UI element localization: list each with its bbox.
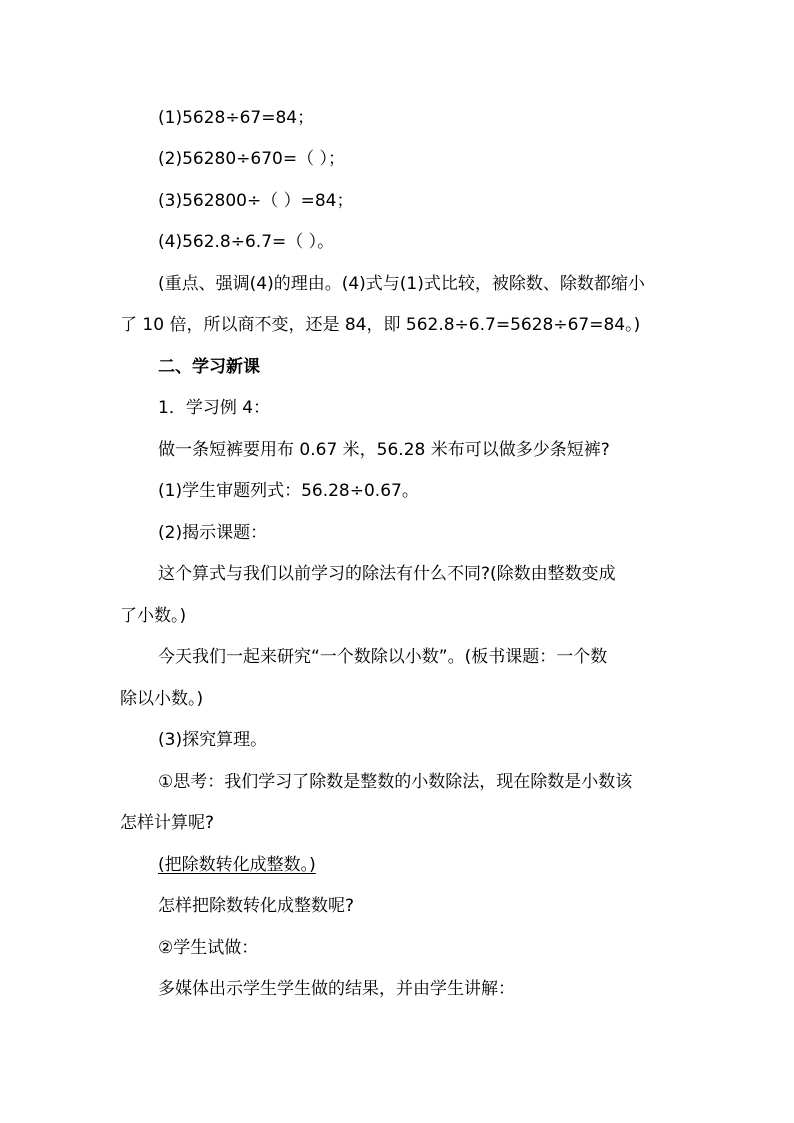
multimedia-line: 多媒体出示学生学生做的结果，并由学生讲解：	[158, 979, 515, 999]
problem-text: 做一条短裤要用布 0.67 米，56.28 米布可以做多少条短裤?	[158, 440, 610, 460]
equation-1: (1)5628÷67=84；	[158, 108, 315, 128]
paragraph-topic-2: 除以小数。)	[120, 689, 204, 709]
note-line-2: 了 10 倍，所以商不变，还是 84，即 562.8÷6.7=5628÷67=84。)	[120, 315, 641, 335]
section-heading: 二、学习新课	[158, 357, 260, 377]
paragraph-question-2: 了小数。)	[120, 606, 187, 626]
example-title: 1．学习例 4：	[158, 398, 271, 418]
question-convert: 怎样把除数转化成整数呢?	[158, 896, 355, 916]
note-line-1: (重点、强调(4)的理由。(4)式与(1)式比较，被除数、除数都缩小	[158, 274, 645, 294]
think-line-1: ①思考：我们学习了除数是整数的小数除法，现在除数是小数该	[158, 772, 633, 792]
step-3: (3)探究算理。	[158, 730, 268, 750]
step-1: (1)学生审题列式：56.28÷0.67。	[158, 481, 419, 501]
paragraph-question-1: 这个算式与我们以前学习的除法有什么不同?(除数由整数变成	[158, 564, 616, 584]
step-2: (2)揭示课题：	[158, 523, 268, 543]
answer-underlined: (把除数转化成整数。)	[158, 855, 316, 875]
equation-3: (3)562800÷（ ）=84；	[158, 191, 354, 211]
student-try: ②学生试做：	[158, 938, 259, 958]
think-line-2: 怎样计算呢?	[120, 813, 215, 833]
equation-2: (2)56280÷670=（ ）；	[158, 149, 345, 169]
equation-4: (4)562.8÷6.7=（ ）。	[158, 232, 335, 252]
paragraph-topic-1: 今天我们一起来研究“一个数除以小数”。(板书课题：一个数	[158, 647, 608, 667]
